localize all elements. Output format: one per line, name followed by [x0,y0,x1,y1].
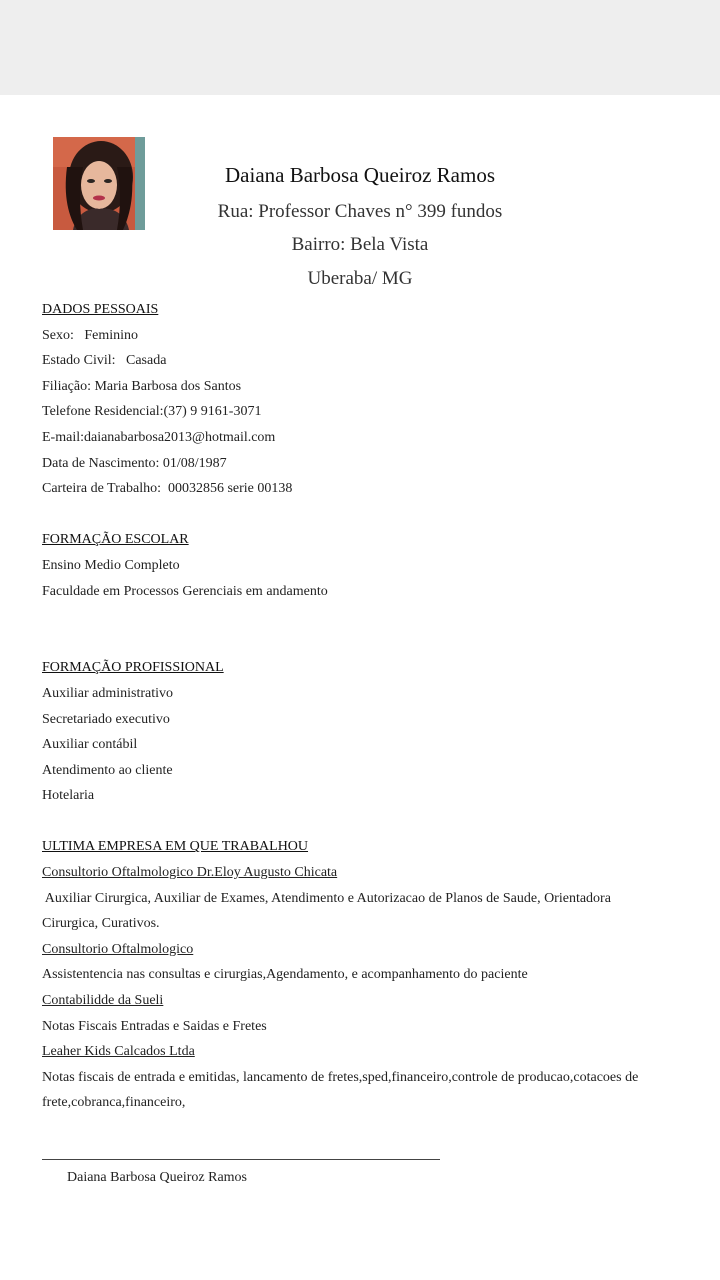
job-description: Notas fiscais de entrada e emitidas, lancamento de fretes,sped,financeiro,controle de producao,cotacoes de [42,1069,639,1085]
job-description: Assistentencia nas consultas e cirurgias,Agendamento, e acompanhamento do paciente [42,967,528,983]
browser-top-bar [0,0,720,95]
profissional-item: Atendimento ao cliente [42,762,173,778]
section-heading-dados-pessoais: DADOS PESSOAIS [42,302,159,317]
signature-line [42,1159,440,1160]
address-bairro: Bairro: Bela Vista [291,234,429,255]
section-heading-formacao-escolar: FORMAÇÃO ESCOLAR [42,532,189,548]
company-name: Leaher Kids Calcados Ltda [42,1044,195,1060]
filiacao-line: Filiação: Maria Barbosa dos Santos [42,378,242,394]
company-name: Consultorio Oftalmologico [42,941,194,957]
address-street: Rua: Professor Chaves n° 399 fundos [217,201,503,222]
escolar-item: Ensino Medio Completo [42,557,180,573]
address-city: Uberaba/ MG [307,268,413,289]
job-description: Notas Fiscais Entradas e Saidas e Fretes [42,1018,267,1034]
job-description: Cirurgica, Curativos. [42,916,160,932]
carteira-line: Carteira de Trabalho: 00032856 serie 00138 [42,481,293,497]
resume-page [0,95,720,1280]
company-name: Consultorio Oftalmologico Dr.Eloy Augusto Chicata [42,865,338,881]
sexo-line: Sexo: Feminino [42,327,139,343]
signature-name: Daiana Barbosa Queiroz Ramos [67,1170,247,1185]
profissional-item: Secretariado executivo [42,711,170,727]
job-description: Auxiliar Cirurgica, Auxiliar de Exames, Atendimento e Autorizacao de Planos de Saude, Orientadora [42,890,611,906]
resume-body [42,297,682,1116]
email-line: E-mail:daianabarbosa2013@hotmail.com [42,429,276,445]
profissional-item: Auxiliar administrativo [42,685,174,701]
section-heading-formacao-profissional: FORMAÇÃO PROFISSIONAL [42,660,224,676]
estado-civil-line: Estado Civil: Casada [42,353,167,369]
escolar-item: Faculdade em Processos Gerenciais em andamento [42,583,328,599]
candidate-name: Daiana Barbosa Queiroz Ramos [225,163,495,187]
section-heading-ultima-empresa: ULTIMA EMPRESA EM QUE TRABALHOU [42,839,309,855]
job-description: frete,cobranca,financeiro, [42,1095,186,1111]
telefone-line: Telefone Residencial:(37) 9 9161-3071 [42,404,262,420]
profissional-item: Auxiliar contábil [42,737,138,753]
profissional-item: Hotelaria [42,788,95,804]
nascimento-line: Data de Nascimento: 01/08/1987 [42,455,227,471]
company-name: Contabilidde da Sueli [42,993,164,1009]
